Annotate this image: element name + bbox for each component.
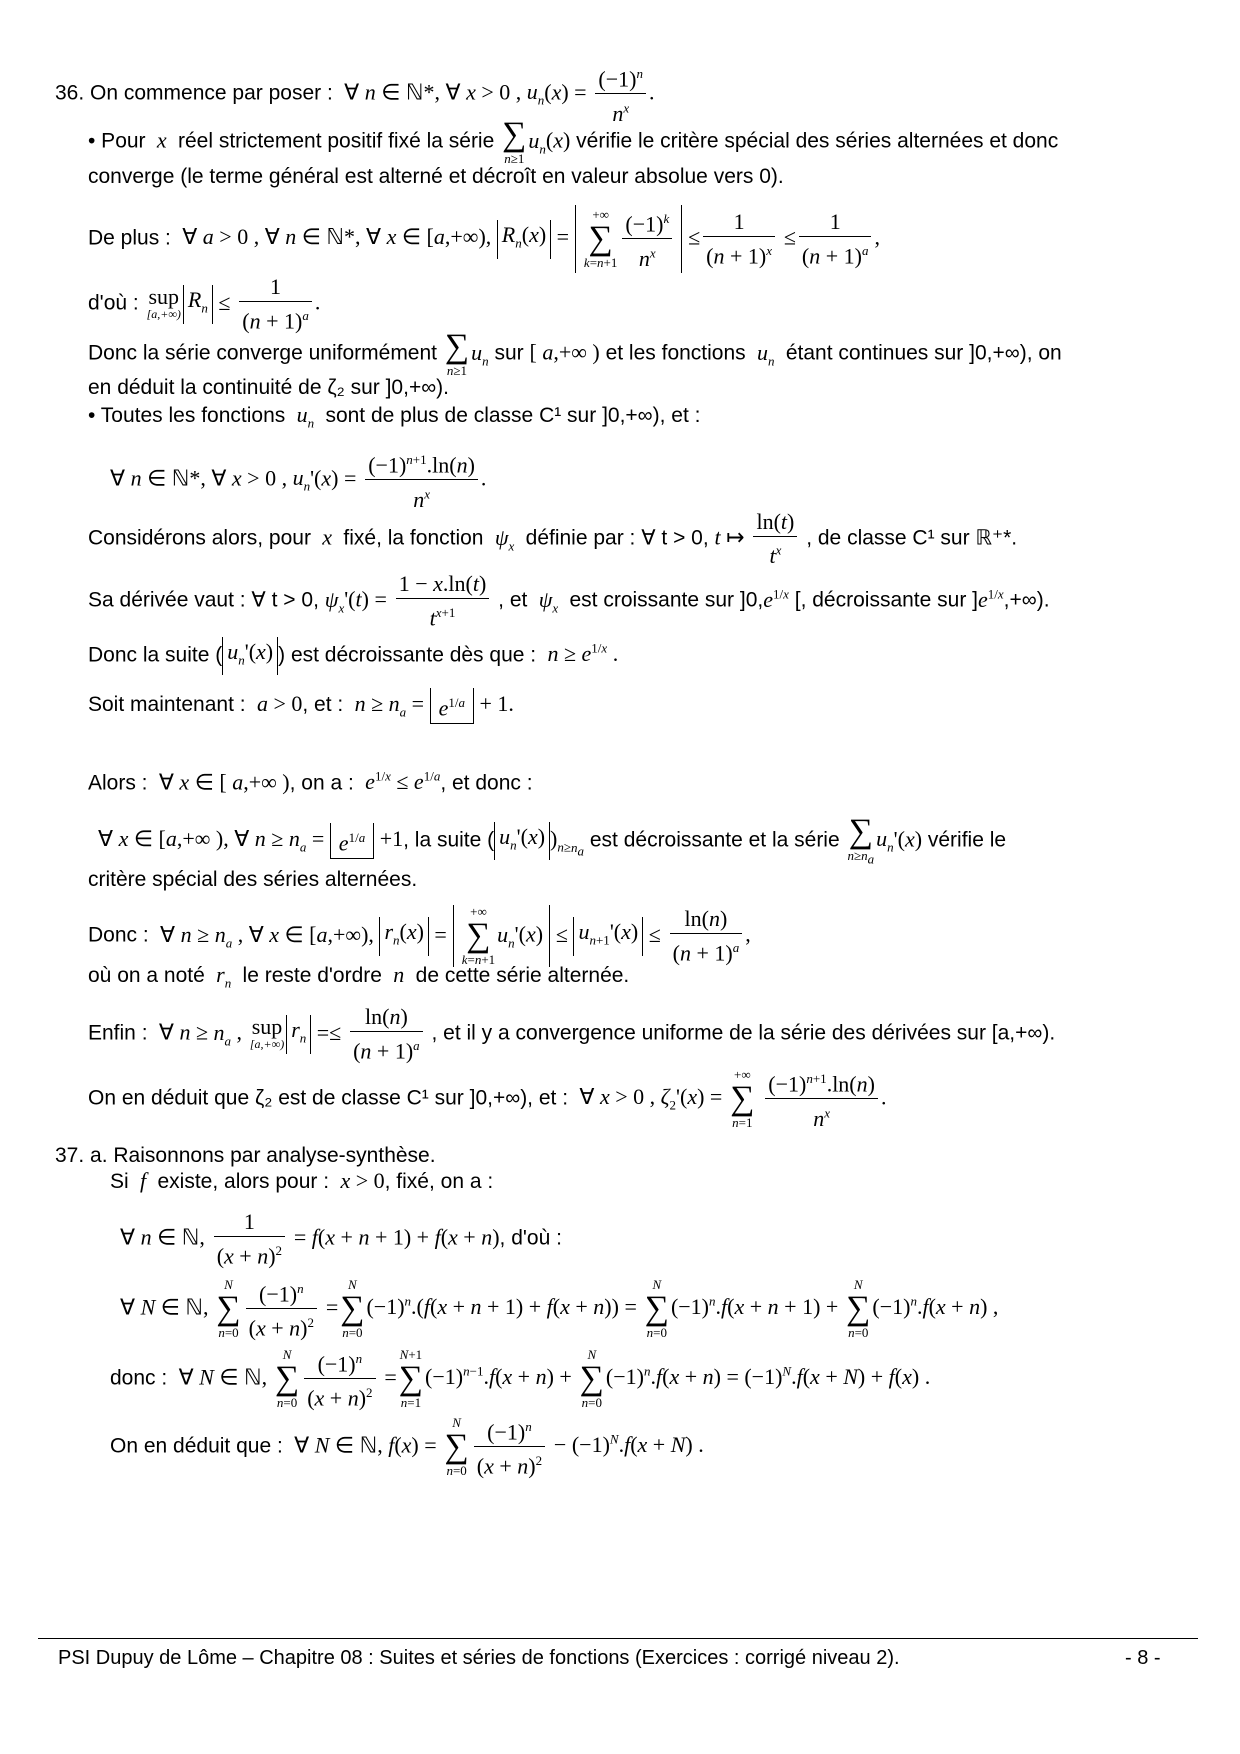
q36-alors: Alors : ∀ x ∈ [ a,+∞ ), on a : $e^{1/x} \le e^{1/a}$, et donc : [88, 769, 533, 795]
q36-soit: Soit maintenant : a > 0, et : $n \ge n_a = e^{1/a} + 1$. [88, 688, 514, 726]
footer-rule [38, 1638, 1198, 1639]
q36-enfin: Enfin : ∀ $n \ge n_a$ , sup [a,+∞) $r_n$ =≤ $\frac{\ln(n)}{(n + 1)^a}$ , et il y a convergence uniforme de la série des dérivées sur [a,+∞). [88, 1004, 1056, 1064]
q36-bullet2: • Toutes les fonctions $u_n$ sont de plus de classe C¹ sur ]0,+∞), et : [88, 402, 701, 431]
q36-donc2: Donc : ∀ $n \ge n_a$ , ∀ x ∈ [a,+∞), $r_n(x)$ = +∞ ∑ k=n+1 $u_n'(x) \le u_{n+1}'(x)$ ≤ $\frac{\ln(n)}{(n + 1)^a}$ , [88, 904, 751, 968]
q37-eq3: donc : ∀ N ∈ ℕ, N ∑ n=0 $\frac{(-1)^n}{(x + n)^2}$ = N+1 ∑ n=1 $(-1)^{n-1}.f(x + n)$ + N ∑ n=0 $(-1)^n.f(x + n) = (-1)^N.f(x + N) + f(x)$ . [110, 1346, 931, 1411]
un-formula: $\frac{(-1)^n}{n^x}$ [595, 60, 646, 128]
footer-text: PSI Dupuy de Lôme – Chapitre 08 : Suites et séries de fonctions (Exercices : corrigé niveau 2). [58, 1647, 900, 1669]
q37-eq2: ∀ N ∈ ℕ, N ∑ n=0 $\frac{(-1)^n}{(x + n)^2}$ = N ∑ n=0 $(-1)^n.(f(x + n + 1) + f(x + n))$ = N ∑ n=0 $(-1)^n.f(x + n + 1)$ + N ∑ n=0 $(-1)^n.f(x + n)$ , [120, 1276, 999, 1341]
q36-bullet1: • Pour x réel strictement positif fixé la série ∑ n≥1 $u_n(x)$ vérifie le critère spécial des séries alternées et donc [88, 116, 1059, 166]
q36-donc-conv-cont: en déduit la continuité de ζ₂ sur ]0,+∞). [88, 376, 450, 399]
q36-bullet1-cont: converge (le terme général est alterné et décroît en valeur absolue vers 0). [88, 165, 784, 188]
q36-considerons: Considérons alors, pour x fixé, la fonction $\psi_x$ définie par : ∀ t > 0, t ↦ $\frac{\ln(t)}{t^x}$ , de classe C¹ sur ℝ⁺*. [88, 509, 1018, 569]
q36-donc-conv: Donc la série converge uniformément ∑ n≥1 $u_n$ sur [ a,+∞ ) et les fonctions $u_n$ étant continues sur ]0,+∞), on [88, 328, 1062, 378]
q36-intro: 36. On commence par poser : [55, 81, 333, 105]
page-number: - 8 - [1125, 1647, 1161, 1669]
q36-dou: d'où : sup [a,+∞) $R_n$ ≤ $\frac{1}{(n + 1)^a}$ . [88, 274, 321, 334]
q37-si: Si f existe, alors pour : x > 0, fixé, on a : [110, 1168, 494, 1193]
q37-eq1: ∀ n ∈ ℕ, $\frac{1}{(x + n)^2}$ = f(x + n + 1) + f(x + n), d'où : [120, 1209, 562, 1269]
q36-final: On en déduit que ζ₂ est de classe C¹ sur ]0,+∞), et : ∀ x > 0 , $\zeta_2'(x)$ = +∞ ∑ n=1 $\frac{(-1)^{n+1}.\ln(n)}{n^x}$ . [88, 1066, 887, 1131]
q36-derivative-formula: ∀ n ∈ ℕ*, ∀ x > 0 , $u_n'(x)$ = $\frac{(-1)^{n+1}.\ln(n)}{n^x}$ . [110, 446, 486, 514]
q36-suite: Donc la suite ( $u_n'(x)$ ) est décroissante dès que : $n \ge e^{1/x}$ . [88, 636, 618, 675]
q36-derivee: Sa dérivée vaut : ∀ t > 0, $\psi_x'(t)$ = $\frac{1 - x.\ln(t)}{t^{x+1}}$ , et $\psi_x$ est croissante sur ]$0,e^{1/x}$ [, décroissante sur ]$e^{1/x},+\infty$). [88, 571, 1050, 631]
q36-critere: critère spécial des séries alternées. [88, 868, 418, 891]
q36-deplus: De plus : ∀ a > 0 , ∀ n ∈ ℕ*, ∀ x ∈ [a,+∞), $R_n(x)$ = +∞ ∑ k=n+1 $\frac{(-1)^k}{n^x}$ ≤ $\frac{1}{(n + 1)^x}$ ≤ $\frac{1}{(n + 1)^a}$ , [88, 206, 880, 271]
q36-ou-note: où on a noté $r_n$ le reste d'ordre n de cette série alternée. [88, 962, 630, 991]
q36-intro-line: 36. On commence par poser : ∀ n ∈ ℕ*, ∀ x > 0 , $u_n(x)$ = $\frac{(-1)^n}{n^x}$ . [55, 60, 654, 128]
q37-title: 37. a. Raisonnons par analyse-synthèse. [55, 1144, 436, 1167]
q37-eq4: On en déduit que : ∀ N ∈ ℕ, f(x) = N ∑ n=0 $\frac{(-1)^n}{(x + n)^2}$ − $(-1)^N.f(x + N)$ . [110, 1414, 704, 1479]
q36-forall-x: ∀ x ∈ [a,+∞ ), ∀ $n \ge n_a = e^{1/a} +1$, la suite ( $u_n'(x)$ )$_{n\ge n_a}$ est décroissante et la série ∑ $n\ge n_a$ $u_n'(x)$ vérifie le [98, 813, 1007, 867]
